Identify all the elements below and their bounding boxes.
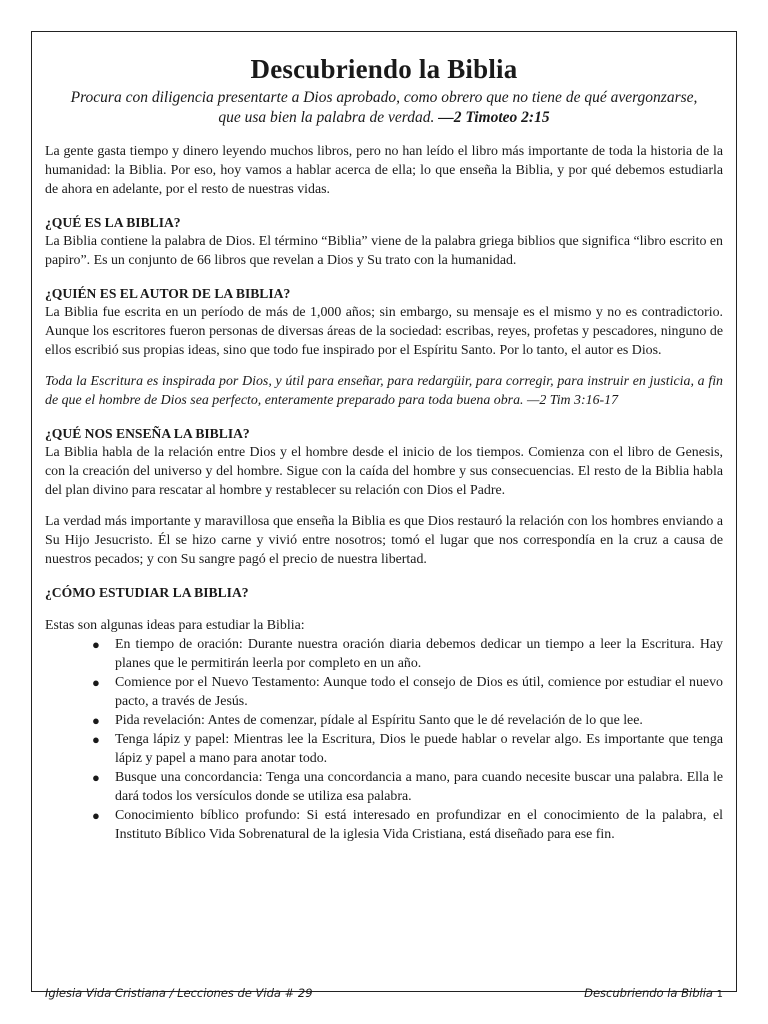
section-how-to-study (45, 583, 723, 844)
list-item (92, 730, 723, 768)
document-title: Descubriendo la Biblia (250, 54, 518, 84)
study-tips-list (45, 635, 723, 844)
footer-title: Descubriendo la Biblia (584, 986, 713, 1000)
bullet-icon: ● (92, 713, 100, 728)
section-heading: ¿QUÉ NOS ENSEÑA LA BIBLIA? (45, 426, 250, 441)
bullet-icon: ● (92, 808, 100, 823)
bullet-icon: ● (92, 675, 100, 690)
list-item-text: En tiempo de oración: Durante nuestra oración diaria debemos dedicar un tiempo a leer la Escritura. Hay planes que le permitirán leerla por completo en un año. (115, 637, 723, 671)
section-teaches (45, 424, 723, 569)
scripture-quote: Toda la Escritura es inspirada por Dios, y útil para enseñar, para redargüir, para corregir, para instruir en justicia, a fin de que el hombre de Dios sea perfecto, enteramente preparado para toda buena obra. —2 Tim 3:16-17 (45, 374, 723, 408)
section-body: La Biblia contiene la palabra de Dios. El término “Biblia” viene de la palabra griega biblios que significa “libro escrito en papiro”. Es un conjunto de 66 libros que revelan a Dios y Su trato con la humanidad. (45, 234, 723, 268)
intro-paragraph: La gente gasta tiempo y dinero leyendo muchos libros, pero no han leído el libro más importante de toda la historia de la humanidad: la Biblia. Por eso, hoy vamos a hablar acerca de ella; lo que enseña la Biblia, y por qué debemos estudiarla de ahora en adelante, por el resto de nuestras vidas. (45, 144, 723, 197)
list-item-text: Pida revelación: Antes de comenzar, pídale al Espíritu Santo que le dé revelación de lo que lee. (115, 713, 643, 728)
section-body: La Biblia habla de la relación entre Dios y el hombre desde el inicio de los tiempos. Comienza con el libro de Genesis, con la creación del universo y del hombre. Sigue con la caída del hombre y sus consecuencias. El resto de la Biblia habla del plan divino para rescatar al hombre y restablecer su relación con Dios el Padre. (45, 445, 723, 498)
list-item-text: Conocimiento bíblico profundo: Si está interesado en profundizar en el conocimiento de la palabra, el Instituto Bíblico Vida Sobrenatural de la iglesia Vida Cristiana, está diseñado para ese fin. (115, 808, 723, 842)
footer-right (584, 985, 723, 1003)
list-item (92, 673, 723, 711)
section-heading: ¿CÓMO ESTUDIAR LA BIBLIA? (45, 585, 249, 600)
list-item-text: Comience por el Nuevo Testamento: Aunque todo el consejo de Dios es útil, comience por estudiar el nuevo pacto, a través de Jesús. (115, 675, 723, 709)
bullet-icon: ● (92, 770, 100, 785)
section-what-is (45, 213, 723, 270)
section-body: La Biblia fue escrita en un período de más de 1,000 años; sin embargo, su mensaje es el mismo y no es contradictorio. Aunque los escritores fueron personas de diversas áreas de la sociedad: escribas, reyes, profetas y pescadores, ninguno de ellos escribió sus propias ideas, sino que todo fue inspirado por el Espíritu Santo. Por lo tanto, el autor es Dios. (45, 305, 723, 358)
document-body (45, 52, 723, 844)
epigraph (63, 88, 705, 128)
epigraph-reference: —2 Timoteo 2:15 (438, 109, 550, 126)
list-item (92, 635, 723, 673)
section-heading: ¿QUIÉN ES EL AUTOR DE LA BIBLIA? (45, 286, 291, 301)
page-number: 1 (716, 989, 723, 1000)
list-item (92, 768, 723, 806)
list-item (92, 711, 723, 730)
bullet-icon: ● (92, 637, 100, 652)
footer-left: Iglesia Vida Cristiana / Lecciones de Vida # 29 (45, 986, 313, 1000)
section-body-2: La verdad más importante y maravillosa que enseña la Biblia es que Dios restauró la relación con los hombres enviando a Su Hijo Jesucristo. Él se hizo carne y vivió entre nosotros; tomó el lugar que nos correspondía en la cruz a causa de nuestros pecados; y con Su sangre pagó el precio de nuestra libertad. (45, 514, 723, 567)
list-item-text: Tenga lápiz y papel: Mientras lee la Escritura, Dios le puede hablar o revelar algo. Es importante que tenga lápiz y papel a mano para anotar todo. (115, 732, 723, 766)
section-heading: ¿QUÉ ES LA BIBLIA? (45, 215, 181, 230)
list-lead: Estas son algunas ideas para estudiar la Biblia: (45, 618, 305, 633)
list-item-text: Busque una concordancia: Tenga una concordancia a mano, para cuando necesite buscar una palabra. Ella le dará todos los versículos donde se utiliza esa palabra. (115, 770, 723, 804)
section-author (45, 284, 723, 410)
list-item (92, 806, 723, 844)
epigraph-text: Procura con diligencia presentarte a Dios aprobado, como obrero que no tiene de qué avergonzarse, que usa bien la palabra de verdad. (70, 89, 698, 126)
bullet-icon: ● (92, 732, 100, 747)
